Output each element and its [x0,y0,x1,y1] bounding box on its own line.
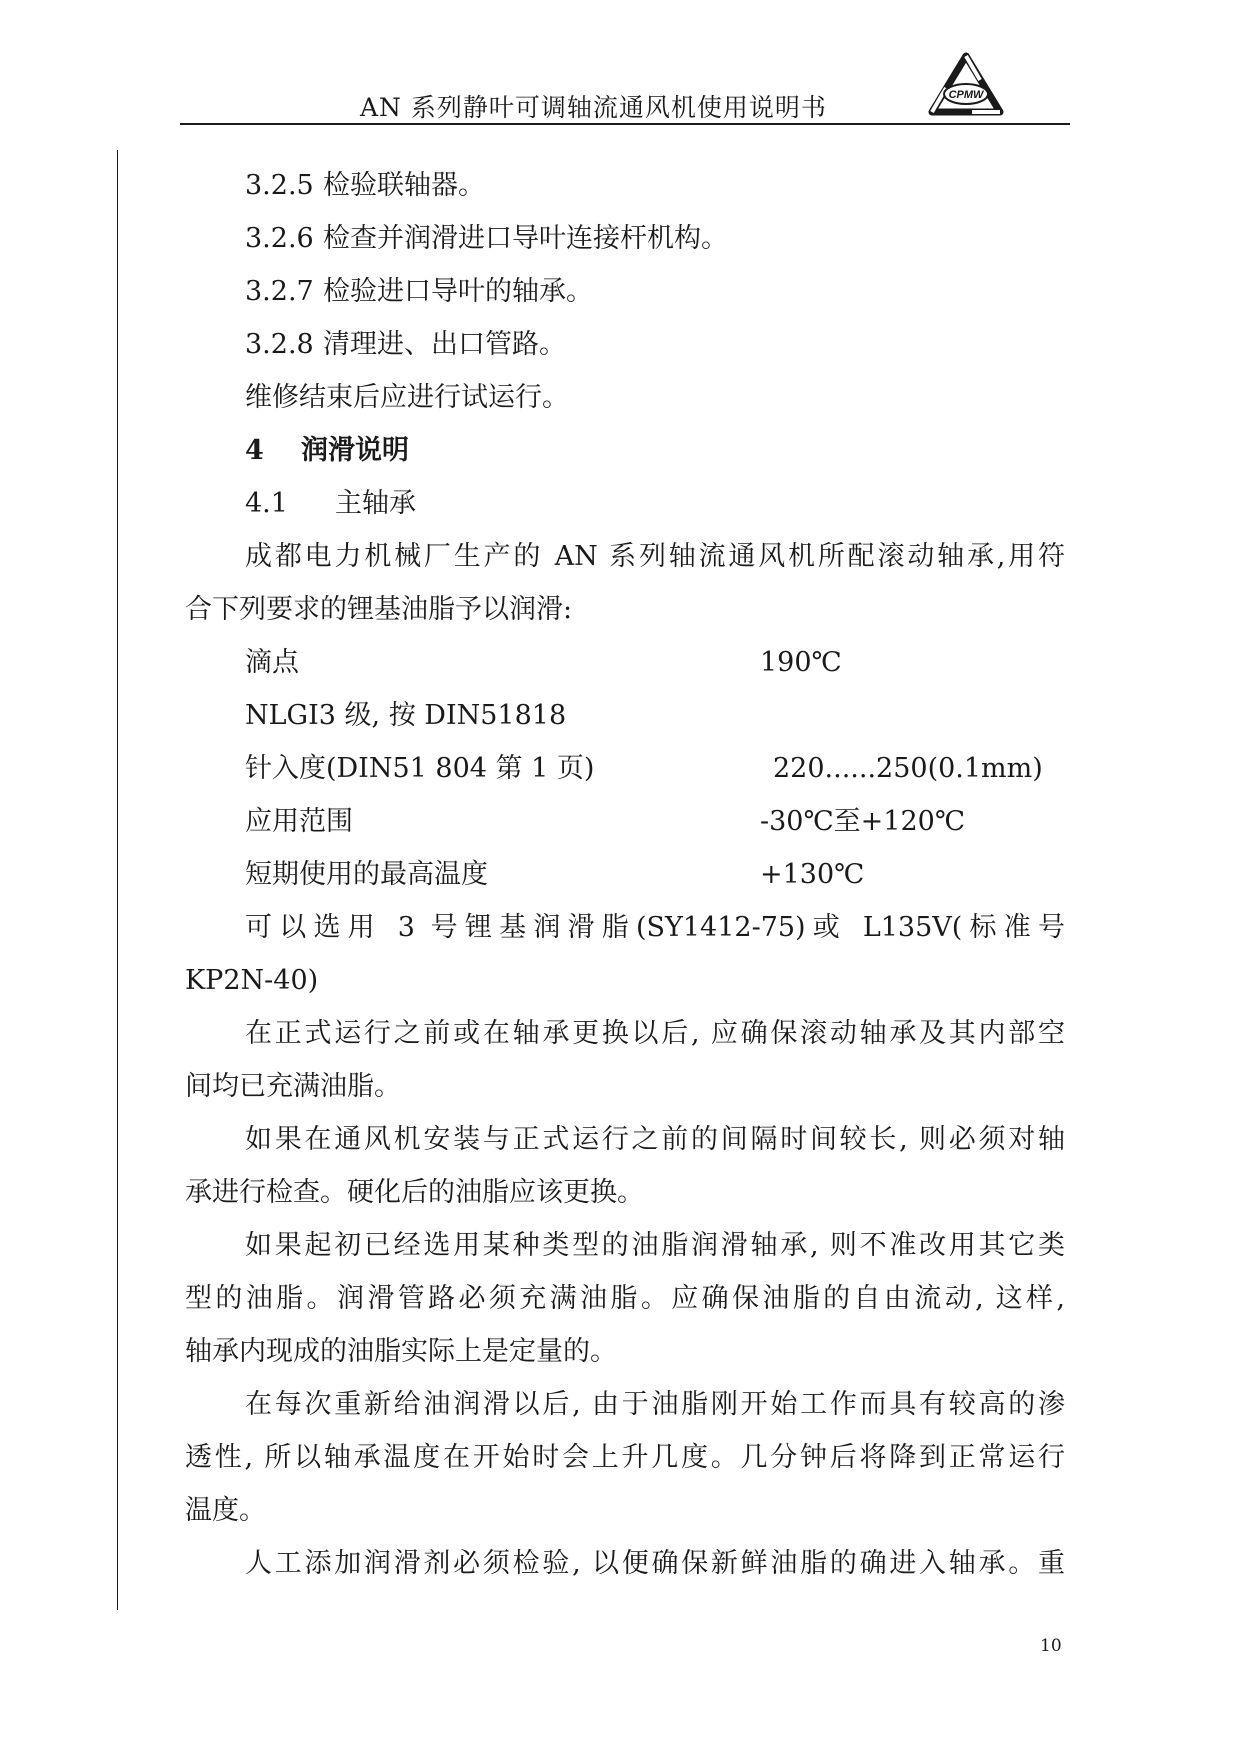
spec-row [245,749,1065,789]
section-heading [245,431,409,471]
paragraph-line: KP2N-40) [185,965,319,996]
paragraph-line: 人工添加润滑剂必须检验, 以便确保新鲜油脂的确进入轴承。重 [245,1548,1065,1579]
spec-row [245,802,1065,842]
company-logo-icon [928,50,1004,118]
item-number: 3.2.6 [245,223,314,254]
paragraph-line: 如果起初已经选用某种类型的油脂润滑轴承, 则不准改用其它类 [245,1230,1065,1261]
list-item [245,325,566,365]
paragraph-line: 温度。 [185,1495,266,1526]
paragraph-line: 透性, 所以轴承温度在开始时会上升几度。几分钟后将降到正常运行 [185,1442,1065,1473]
header-divider [180,123,1070,125]
paragraph-line: 合下列要求的锂基油脂予以润滑: [185,594,573,625]
paragraph-line: 间均已充满油脂。 [185,1071,401,1102]
spec-value: 190℃ [760,647,842,678]
spec-row [245,855,1065,895]
subsection-number: 4.1 [245,488,288,519]
item-number: 3.2.5 [245,170,314,201]
subsection-heading [245,484,416,524]
spec-value: 220......250(0.1mm) [773,753,1043,784]
item-text: 检查并润滑进口导叶连接杆机构。 [323,223,728,254]
list-item [245,219,728,259]
item-text: 检验联轴器。 [323,170,485,201]
spec-row [245,696,1065,736]
item-text: 清理进、出口管路。 [323,329,566,360]
section-number: 4 [245,435,264,466]
spec-value: -30℃至+120℃ [760,806,966,837]
paragraph-line: 在正式运行之前或在轴承更换以后, 应确保滚动轴承及其内部空 [245,1018,1065,1049]
spec-label: 针入度(DIN51 804 第 1 页) [245,753,595,784]
list-item [245,166,485,206]
header-title: AN 系列静叶可调轴流通风机使用说明书 [360,93,827,122]
paragraph-line: 在每次重新给油润滑以后, 由于油脂刚开始工作而具有较高的渗 [245,1389,1065,1420]
item-text: 检验进口导叶的轴承。 [323,276,593,307]
spec-label: 短期使用的最高温度 [245,859,488,890]
paragraph-line: 轴承内现成的油脂实际上是定量的。 [185,1336,617,1367]
spec-label: NLGI3 级, 按 DIN51818 [245,700,567,731]
paragraph-line: 维修结束后应进行试运行。 [245,382,569,413]
spec-row [245,643,1065,683]
spec-label: 应用范围 [245,806,353,837]
list-item [245,272,593,312]
paragraph-line: 承进行检查。硬化后的油脂应该更换。 [185,1177,644,1208]
paragraph-line: 型的油脂。润滑管路必须充满油脂。应确保油脂的自由流动, 这样, [185,1283,1065,1314]
paragraph-line: 成都电力机械厂生产的 AN 系列轴流通风机所配滚动轴承,用符 [245,541,1065,572]
paragraph-line: 可以选用 3 号锂基润滑脂(SY1412-75)或 L135V(标准号 [245,912,1065,943]
logo-text: CPMW [948,89,984,101]
section-title: 润滑说明 [301,435,409,466]
spec-label: 滴点 [245,647,299,678]
margin-line [117,150,118,1610]
item-number: 3.2.7 [245,276,314,307]
spec-value: +130℃ [760,859,865,890]
subsection-title: 主轴承 [335,488,416,519]
page-number: 10 [1040,1636,1062,1656]
paragraph-line: 如果在通风机安装与正式运行之前的间隔时间较长, 则必须对轴 [245,1124,1065,1155]
item-number: 3.2.8 [245,329,314,360]
